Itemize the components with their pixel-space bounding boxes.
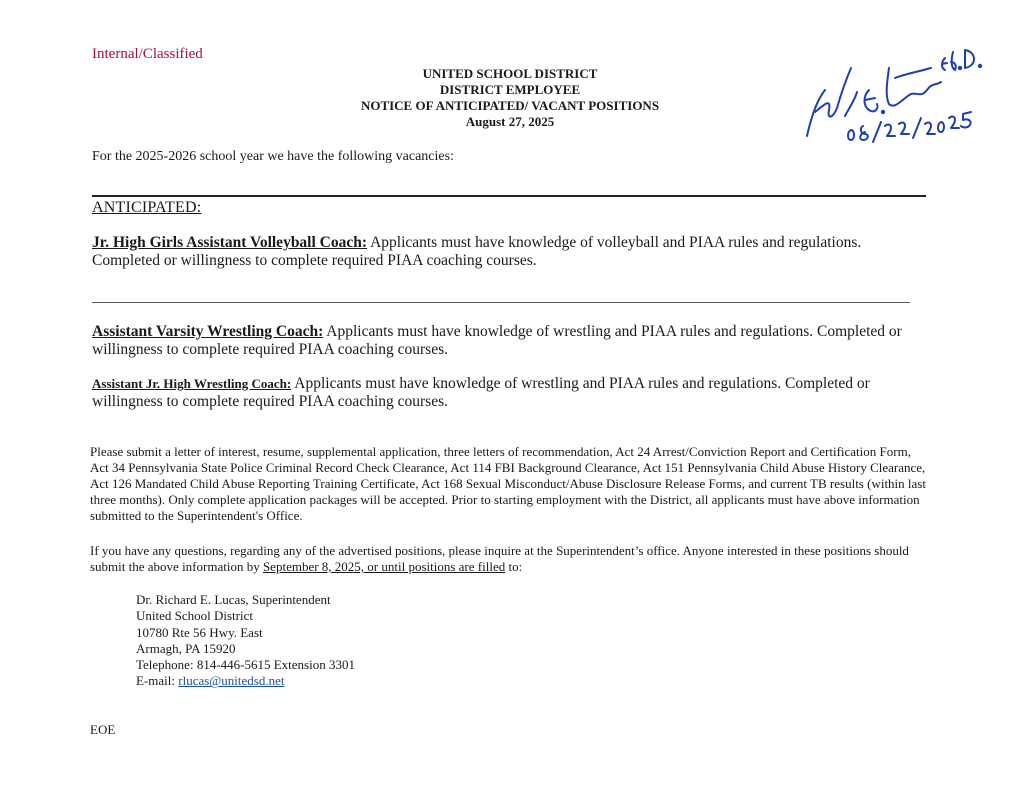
handwritten-signature — [785, 38, 995, 148]
application-instructions: Please submit a letter of interest, resume, supplemental application, three letters of recommendation, Act 24 Arrest/Conviction Report and Certification Form, Act 34 Pennsylvania State Police Criminal Record Check Clearance, Act 114 FBI Background Clearance, Act 151 Pennsylvania Child Abuse History Clearance, Act 126 Mandated Child Abuse Reporting Training Certificate, Act 168 Sexual Misconduct/Abuse Disclosure Release Forms, and current TB results (within last three months). Only complete application packages will be accepted. Prior to starting employment with the District, all applicants must have above information submitted to the Superintendent's Office. — [90, 444, 926, 523]
document-audience: DISTRICT EMPLOYEE — [439, 82, 581, 97]
position-description: Applicants must have knowledge of wrestling and PIAA rules and regulations. Completed or willingness to complete required PIAA coaching courses. — [92, 323, 902, 358]
document-date: August 27, 2025 — [465, 114, 555, 129]
position-title: Assistant Jr. High Wrestling Coach: — [92, 376, 292, 391]
position-title: Jr. High Girls Assistant Volleyball Coach: — [92, 234, 368, 251]
classification-label: Internal/Classified — [92, 46, 203, 62]
position-title: Assistant Varsity Wrestling Coach: — [92, 323, 324, 340]
questions-paragraph — [90, 543, 930, 575]
position-entry — [92, 375, 922, 411]
eoe-footer: EOE — [90, 722, 116, 737]
district-name: UNITED SCHOOL DISTRICT — [422, 66, 598, 81]
contact-block — [136, 592, 355, 690]
contact-organization: United School District — [136, 608, 253, 624]
contact-street: 10780 Rte 56 Hwy. East — [136, 624, 263, 640]
section-divider — [92, 195, 926, 197]
contact-email-link[interactable]: rlucas@unitedsd.net — [178, 673, 285, 689]
position-description: Applicants must have knowledge of wrestling and PIAA rules and regulations. Completed or willingness to complete required PIAA coaching courses. — [92, 375, 870, 410]
contact-phone: Telephone: 814-446-5615 Extension 3301 — [136, 657, 355, 673]
position-entry — [92, 234, 922, 270]
questions-text-end: to: — [508, 559, 523, 574]
application-deadline: September 8, 2025, or until positions are filled — [262, 559, 506, 574]
document-title: NOTICE OF ANTICIPATED/ VACANT POSITIONS — [360, 98, 660, 113]
contact-email-row — [136, 673, 355, 689]
section-heading-anticipated: ANTICIPATED: — [92, 199, 202, 216]
contact-city: Armagh, PA 15920 — [136, 640, 236, 656]
contact-email-label: E-mail: — [136, 673, 175, 689]
questions-text: If you have any questions, regarding any of the advertised positions, please inquire at the Superintendent’s office. Anyone interested in these positions should submit the above information by — [90, 543, 909, 574]
document-header — [300, 66, 720, 130]
position-divider — [92, 302, 910, 303]
position-entry — [92, 323, 922, 359]
position-description: Applicants must have knowledge of volleyball and PIAA rules and regulations. Completed or willingness to complete required PIAA coaching courses. — [92, 234, 862, 269]
contact-name: Dr. Richard E. Lucas, Superintendent — [136, 592, 331, 607]
intro-text: For the 2025-2026 school year we have the following vacancies: — [92, 149, 454, 164]
